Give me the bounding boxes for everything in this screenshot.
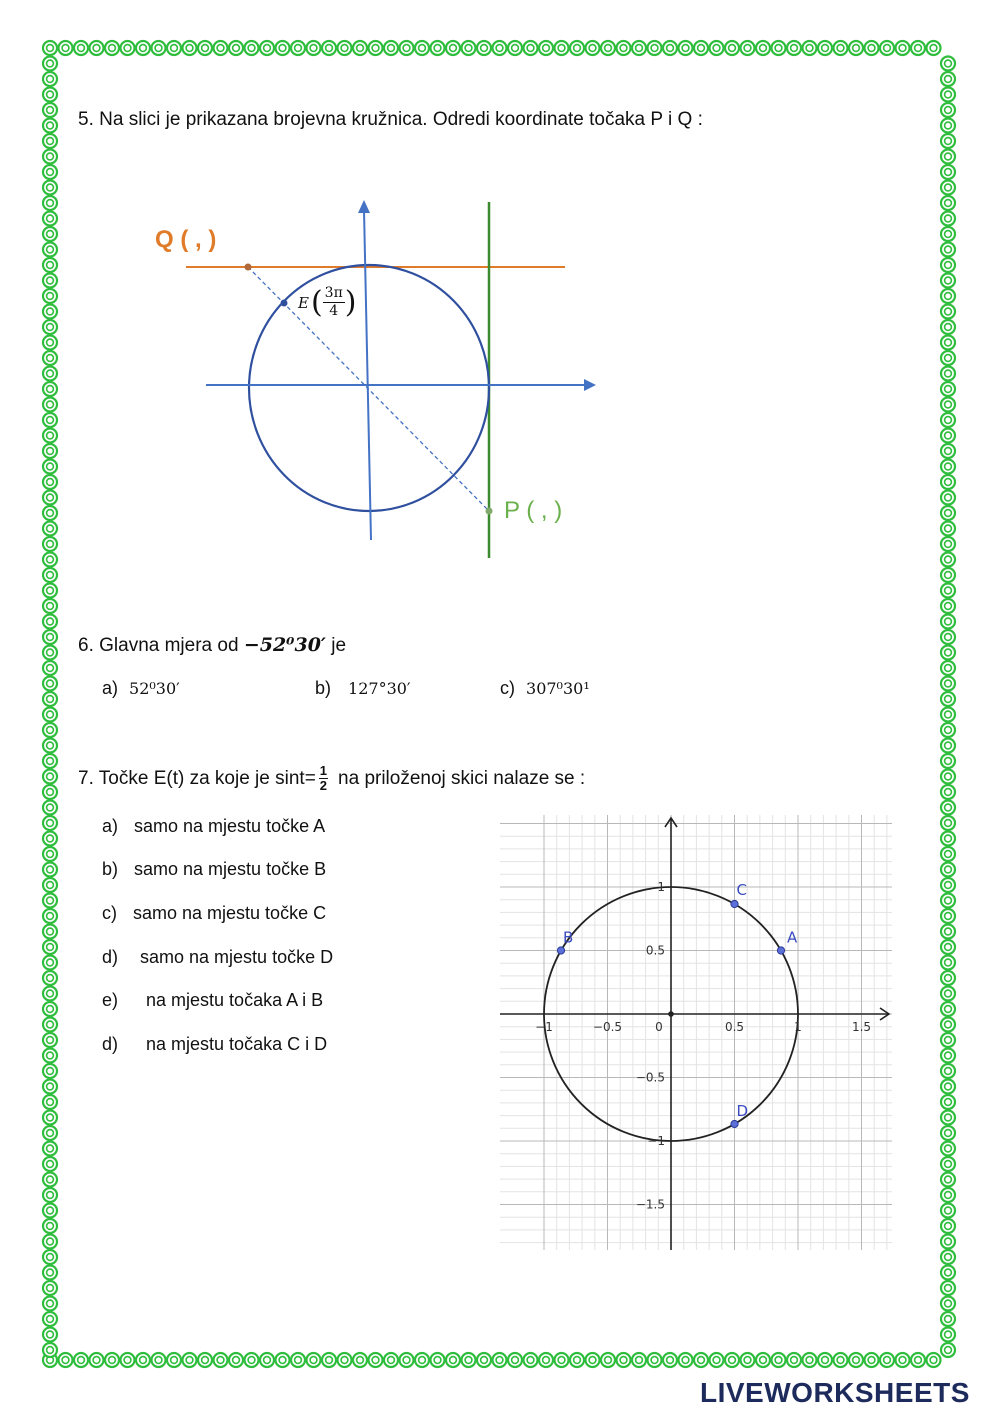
- border-ornament: [214, 1353, 228, 1367]
- border-ornament: [462, 1353, 476, 1367]
- border-ornament: [121, 1353, 135, 1367]
- border-ornament: [710, 1353, 724, 1367]
- border-ornament: [941, 847, 955, 861]
- border-ornament: [43, 801, 57, 815]
- border-ornament: [43, 1002, 57, 1016]
- unit-circle-chart: [500, 815, 892, 1250]
- q7-fraction-num: 1: [319, 763, 328, 778]
- q6-option-a[interactable]: [102, 678, 180, 699]
- q7-option[interactable]: [102, 859, 326, 880]
- border-ornament: [941, 1095, 955, 1109]
- q7-option-text: samo na mjestu točke D: [140, 947, 334, 967]
- border-ornament: [43, 1312, 57, 1326]
- border-ornament: [941, 1250, 955, 1264]
- border-ornament: [43, 925, 57, 939]
- border-ornament: [555, 1353, 569, 1367]
- border-ornament: [43, 661, 57, 675]
- border-ornament: [941, 1111, 955, 1125]
- border-ornament: [818, 1353, 832, 1367]
- border-ornament: [756, 1353, 770, 1367]
- q7-option-label: d): [102, 947, 119, 967]
- border-ornament: [663, 1353, 677, 1367]
- border-ornament: [941, 739, 955, 753]
- border-ornament: [941, 894, 955, 908]
- border-ornament: [648, 1353, 662, 1367]
- border-ornament: [941, 878, 955, 892]
- border-ornament: [43, 599, 57, 613]
- y-tick-label: 1: [657, 880, 665, 894]
- q6-suffix: je: [325, 635, 347, 656]
- q7-option[interactable]: [102, 990, 323, 1011]
- border-ornament: [43, 940, 57, 954]
- border-ornament: [74, 1353, 88, 1367]
- q6-option-a-label: a): [102, 678, 119, 698]
- x-tick-label: 0: [655, 1020, 663, 1034]
- q7-option-text: samo na mjestu točke B: [134, 859, 327, 879]
- border-ornament: [865, 1353, 879, 1367]
- chart-point-label: C: [736, 881, 747, 900]
- x-tick-label: 0.5: [724, 1020, 745, 1034]
- border-ornament: [524, 1353, 538, 1367]
- border-ornament: [43, 1328, 57, 1342]
- border-ornament: [245, 1353, 259, 1367]
- question-7-text: [78, 764, 585, 793]
- q7-fraction: [319, 764, 328, 793]
- border-ornament: [43, 878, 57, 892]
- border-ornament: [43, 1173, 57, 1187]
- border-ornament: [880, 1353, 894, 1367]
- border-ornament: [43, 615, 57, 629]
- border-ornament: [43, 1111, 57, 1125]
- border-ornament: [941, 816, 955, 830]
- e-paren-close: ): [344, 285, 357, 320]
- border-ornament: [941, 801, 955, 815]
- border-ornament: [941, 661, 955, 675]
- border-ornament: [941, 940, 955, 954]
- border-ornament: [803, 1353, 817, 1367]
- border-ornament: [694, 1353, 708, 1367]
- q6-option-c[interactable]: [500, 678, 590, 699]
- chart-point-label: B: [563, 928, 574, 947]
- liveworksheets-watermark: LIVEWORKSHEETS: [700, 1377, 970, 1408]
- q7-option-label: e): [102, 990, 119, 1010]
- border-ornament: [43, 739, 57, 753]
- border-ornament: [43, 909, 57, 923]
- border-ornament: [941, 692, 955, 706]
- border-ornament: [43, 1095, 57, 1109]
- border-ornament: [741, 1353, 755, 1367]
- x-tick-label: −1: [535, 1020, 553, 1034]
- e-fraction-den: 4: [329, 303, 339, 319]
- border-ornament: [43, 1049, 57, 1063]
- border-ornament: [43, 1281, 57, 1295]
- q7-option-label: a): [102, 816, 119, 836]
- border-ornament: [43, 1018, 57, 1032]
- border-ornament: [43, 987, 57, 1001]
- border-ornament: [43, 692, 57, 706]
- border-ornament: [43, 832, 57, 846]
- border-ornament: [43, 785, 57, 799]
- border-ornament: [849, 1353, 863, 1367]
- q7-option-label: c): [102, 903, 117, 923]
- e-fraction: [323, 285, 345, 320]
- point-e: [281, 300, 288, 307]
- point-p: [486, 508, 493, 515]
- border-ornament: [43, 1204, 57, 1218]
- border-ornament: [384, 1353, 398, 1367]
- q7-option-label: d): [102, 1034, 119, 1054]
- border-ornament: [941, 1297, 955, 1311]
- border-ornament: [43, 1297, 57, 1311]
- q6-option-a-value: 52⁰30′: [129, 679, 180, 698]
- q7-option-text: samo na mjestu točke A: [134, 816, 326, 836]
- border-ornament: [896, 1353, 910, 1367]
- border-ornament: [508, 1353, 522, 1367]
- border-ornament: [43, 1126, 57, 1140]
- x-axis-arrow-icon: [584, 379, 596, 391]
- border-ornament: [400, 1353, 414, 1367]
- border-ornament: [941, 971, 955, 985]
- border-ornament: [787, 1353, 801, 1367]
- chart-point-a: [777, 947, 784, 954]
- point-q: [245, 264, 252, 271]
- question-5-text: 5. Na slici je prikazana brojevna kružnica. Odredi koordinate točaka P i Q :: [78, 109, 703, 130]
- border-ornament: [43, 754, 57, 768]
- x-tick-label: 1: [794, 1020, 802, 1034]
- border-ornament: [601, 1353, 615, 1367]
- e-paren-open: (: [310, 285, 323, 320]
- border-ornament: [941, 1328, 955, 1342]
- border-ornament: [941, 677, 955, 691]
- q7-option[interactable]: [102, 947, 333, 968]
- border-ornament: [617, 1353, 631, 1367]
- q6-prefix: 6. Glavna mjera od: [78, 635, 244, 656]
- border-ornament: [941, 615, 955, 629]
- unit-circle-diagram: [0, 0, 1000, 600]
- e-fraction-num: 3π: [324, 285, 343, 301]
- border-ornament: [941, 1033, 955, 1047]
- border-ornament: [911, 1353, 925, 1367]
- border-ornament: [167, 1353, 181, 1367]
- border-ornament: [834, 1353, 848, 1367]
- chart-point-b: [557, 947, 564, 954]
- chart-point-label: A: [786, 928, 798, 947]
- e-letter: E: [298, 293, 309, 312]
- border-ornament: [307, 1353, 321, 1367]
- border-ornament: [369, 1353, 383, 1367]
- border-ornament: [152, 1353, 166, 1367]
- border-ornament: [415, 1353, 429, 1367]
- y-tick-label: −1.5: [635, 1197, 665, 1212]
- border-ornament: [941, 708, 955, 722]
- q7-fraction-den: 2: [319, 778, 328, 793]
- border-ornament: [43, 1219, 57, 1233]
- border-ornament: [632, 1353, 646, 1367]
- border-ornament: [59, 1353, 73, 1367]
- e-point-label: [298, 285, 357, 320]
- border-ornament: [539, 1353, 553, 1367]
- border-ornament: [43, 1157, 57, 1171]
- q7-suffix: na priloženoj skici nalaze se :: [338, 767, 586, 789]
- border-ornament: [941, 1173, 955, 1187]
- border-ornament: [941, 1312, 955, 1326]
- border-ornament: [260, 1353, 274, 1367]
- border-ornament: [679, 1353, 693, 1367]
- border-ornament: [43, 1033, 57, 1047]
- border-ornament: [941, 925, 955, 939]
- border-ornament: [43, 956, 57, 970]
- border-ornament: [446, 1353, 460, 1367]
- y-tick-label: −0.5: [635, 1070, 665, 1085]
- border-ornament: [941, 723, 955, 737]
- border-ornament: [941, 1281, 955, 1295]
- border-ornament: [941, 1343, 955, 1357]
- border-ornament: [43, 770, 57, 784]
- border-ornament: [43, 971, 57, 985]
- q7-option-text: samo na mjestu točke C: [133, 903, 327, 923]
- q7-option[interactable]: [102, 816, 325, 837]
- border-ornament: [941, 1188, 955, 1202]
- border-ornament: [43, 1188, 57, 1202]
- border-ornament: [291, 1353, 305, 1367]
- border-ornament: [43, 1080, 57, 1094]
- q7-option-text: na mjestu točaka A i B: [146, 990, 324, 1010]
- border-ornament: [941, 1219, 955, 1233]
- chart-point-d: [731, 1120, 738, 1127]
- border-ornament: [198, 1353, 212, 1367]
- q7-option[interactable]: [102, 903, 326, 924]
- border-ornament: [725, 1353, 739, 1367]
- border-ornament: [941, 1018, 955, 1032]
- border-ornament: [43, 816, 57, 830]
- border-ornament: [941, 863, 955, 877]
- border-ornament: [43, 1235, 57, 1249]
- border-ornament: [941, 1080, 955, 1094]
- border-ornament: [276, 1353, 290, 1367]
- border-ornament: [43, 646, 57, 660]
- x-tick-label: 1.5: [851, 1020, 872, 1034]
- y-tick-label: −1: [647, 1134, 665, 1148]
- border-ornament: [927, 1353, 941, 1367]
- y-axis: [364, 210, 371, 540]
- q6-option-b-value: 127°30′: [348, 679, 411, 698]
- border-ornament: [43, 1250, 57, 1264]
- border-ornament: [772, 1353, 786, 1367]
- q7-option[interactable]: [102, 1034, 327, 1055]
- q6-option-b-label: b): [315, 678, 332, 698]
- q6-option-c-label: c): [500, 678, 515, 698]
- border-ornament: [941, 1142, 955, 1156]
- border-ornament: [586, 1353, 600, 1367]
- q6-option-b[interactable]: [315, 678, 411, 699]
- border-ornament: [43, 1266, 57, 1280]
- p-coordinate-label: P ( , ): [504, 497, 563, 524]
- border-ornament: [941, 1002, 955, 1016]
- border-ornament: [43, 1064, 57, 1078]
- q6-option-c-value: 307⁰30¹: [526, 679, 590, 698]
- border-ornament: [941, 987, 955, 1001]
- q7-option-label: b): [102, 859, 119, 879]
- border-ornament: [183, 1353, 197, 1367]
- question-6-text: [78, 634, 346, 657]
- border-ornament: [941, 1266, 955, 1280]
- border-ornament: [941, 630, 955, 644]
- q7-prefix: 7. Točke E(t) za koje je sint=: [78, 767, 316, 789]
- y-axis-arrow-icon: [358, 200, 370, 213]
- border-ornament: [136, 1353, 150, 1367]
- border-ornament: [941, 770, 955, 784]
- border-ornament: [43, 1343, 57, 1357]
- border-ornament: [43, 863, 57, 877]
- border-ornament: [477, 1353, 491, 1367]
- border-ornament: [43, 894, 57, 908]
- border-ornament: [43, 708, 57, 722]
- border-ornament: [941, 1157, 955, 1171]
- border-ornament: [941, 1126, 955, 1140]
- q6-expression: −52⁰30′: [243, 634, 326, 656]
- border-ornament: [338, 1353, 352, 1367]
- border-ornament: [941, 646, 955, 660]
- border-ornament: [90, 1353, 104, 1367]
- border-ornament: [43, 677, 57, 691]
- border-ornament: [105, 1353, 119, 1367]
- border-ornament: [43, 723, 57, 737]
- border-ornament: [941, 1064, 955, 1078]
- border-ornament: [941, 754, 955, 768]
- border-ornament: [941, 785, 955, 799]
- q-coordinate-label: Q ( , ): [155, 226, 217, 253]
- border-ornament: [43, 630, 57, 644]
- border-ornament: [941, 956, 955, 970]
- border-ornament: [353, 1353, 367, 1367]
- border-ornament: [941, 909, 955, 923]
- border-ornament: [941, 1235, 955, 1249]
- border-ornament: [941, 832, 955, 846]
- border-ornament: [941, 1049, 955, 1063]
- border-ornament: [941, 599, 955, 613]
- chart-point-label: D: [736, 1101, 749, 1120]
- border-ornament: [493, 1353, 507, 1367]
- chart-point-c: [731, 900, 738, 907]
- border-ornament: [322, 1353, 336, 1367]
- border-ornament: [229, 1353, 243, 1367]
- chart-origin-point: [668, 1011, 674, 1017]
- border-ornament: [570, 1353, 584, 1367]
- y-tick-label: 0.5: [645, 943, 665, 958]
- border-ornament: [43, 847, 57, 861]
- q7-option-text: na mjestu točaka C i D: [146, 1034, 328, 1054]
- border-ornament: [431, 1353, 445, 1367]
- border-ornament: [941, 1204, 955, 1218]
- x-tick-label: −0.5: [592, 1020, 623, 1034]
- border-ornament: [43, 1142, 57, 1156]
